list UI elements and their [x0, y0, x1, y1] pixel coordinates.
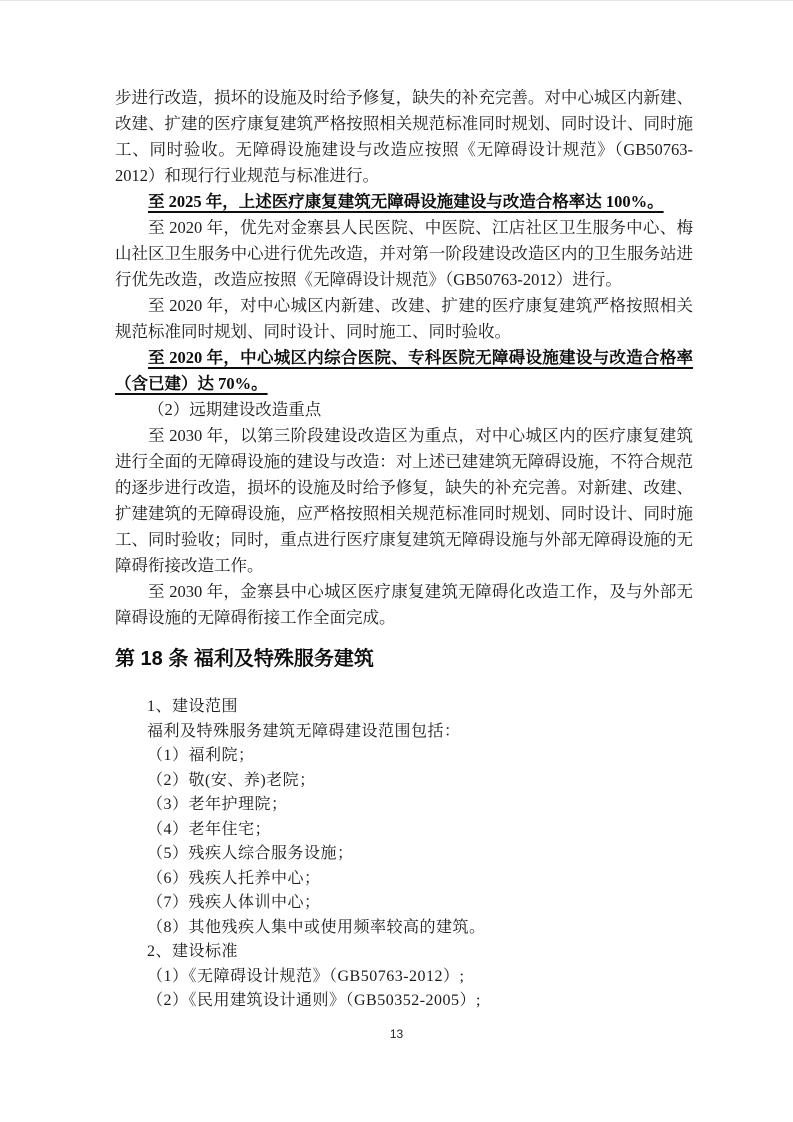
list-item: 1、建设范围: [147, 698, 239, 715]
list-item: 2、建设标准: [147, 943, 239, 960]
body-paragraphs: [115, 85, 693, 631]
list-item: （2）敬(安、养)老院；: [147, 771, 316, 789]
list-item: （2）《民用建筑设计通则》（GB50352-2005）;: [147, 992, 482, 1009]
paragraph: 至 2020 年，优先对金寨县人民医院、中医院、江店社区卫生服务中心、梅山社区卫生服务中心进行优先改造，并对第一阶段建设改造区内的卫生服务站进行优先改造，改造应按照《无障碍设计规范》（GB50763-2012）进行。: [115, 218, 693, 289]
paragraph-subsection-label: （2）远期建设改造重点: [148, 400, 322, 419]
list-item: （1）《无障碍设计规范》（GB50763-2012）;: [147, 967, 465, 985]
list-item: （1）福利院；: [147, 747, 255, 764]
list-item: （8）其他残疾人集中或使用频率较高的建筑。: [147, 918, 486, 936]
list-item: （6）残疾人托养中心；: [147, 869, 321, 887]
list-item: （3）老年护理院；: [147, 796, 288, 813]
list-item: （7）残疾人体训中心；: [147, 894, 321, 911]
paragraph: 至 2020 年，对中心城区内新建、改建、扩建的医疗康复建筑严格按照相关规范标准同时规划、同时设计、同时施工、同时验收。: [115, 296, 693, 341]
paragraph-emphasized-target-2020: 至 2020 年，中心城区内综合医院、专科医院无障碍设施建设与改造合格率（含已建）达 70%。: [115, 348, 693, 393]
paragraph: 至 2030 年，金寨县中心城区医疗康复建筑无障碍化改造工作，及与外部无障碍设施的无障碍衔接工作全面完成。: [115, 582, 693, 627]
list-item: 福利及特殊服务建筑无障碍建设范围包括：: [147, 722, 461, 740]
paragraph: 至 2030 年，以第三阶段建设改造区为重点，对中心城区内的医疗康复建筑进行全面的无障碍设施的建设与改造：对上述已建建筑无障碍设施，不符合规范的逐步进行改造，损坏的设施及时给予修复，缺失的补充完善。对新建、改建、扩建建筑的无障碍设施，应严格按照相关规范标准同时规划、同时设计、同时施工、同时验收；同时，重点进行医疗康复建筑无障碍设施与外部无障碍设施的无障碍衔接改造工作。: [115, 426, 693, 575]
paragraph: 步进行改造，损坏的设施及时给予修复，缺失的补充完善。对中心城区内新建、改建、扩建的医疗康复建筑严格按照相关规范标准同时规划、同时设计、同时施工、同时验收。无障碍设施建设与改造应按照《无障碍设计规范》（GB50763-2012）和现行行业规范与标准进行。: [115, 88, 693, 185]
list-item: （5）残疾人综合服务设施；: [147, 845, 354, 862]
page-content: [115, 85, 693, 1014]
paragraph-emphasized-target-2025: 至 2025 年，上述医疗康复建筑无障碍设施建设与改造合格率达 100%。: [148, 192, 664, 211]
list-section: [115, 695, 693, 1014]
section-heading: 第 18 条 福利及特殊服务建筑: [115, 648, 374, 670]
list-item: （4）老年住宅；: [147, 820, 272, 838]
page-number: 13: [389, 1027, 404, 1041]
